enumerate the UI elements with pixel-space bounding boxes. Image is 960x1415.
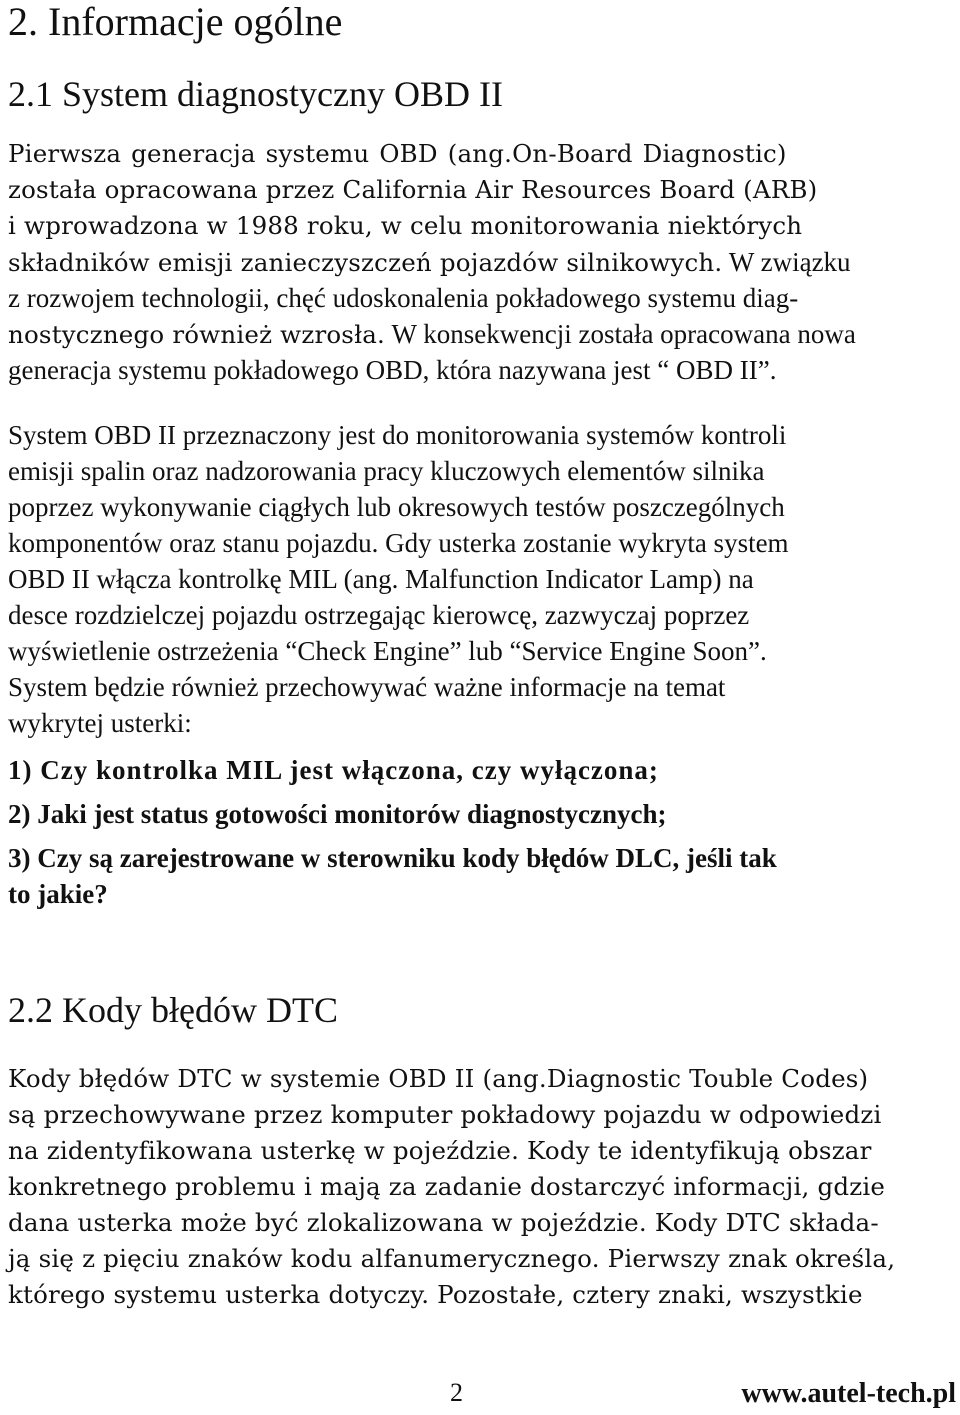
- paragraph-line: [8, 316, 856, 353]
- paragraph-line: poprzez wykonywanie ciągłych lub okresowych testów poszczególnych: [8, 492, 785, 522]
- paragraph-text: nostycznego również wzrosła.: [8, 320, 386, 349]
- section-heading-obd: 2.1 System diagnostyczny OBD II: [8, 74, 503, 114]
- paragraph-line: komponentów oraz stanu pojazdu. Gdy usterka zostanie wykryta system: [8, 528, 789, 558]
- paragraph-line: dana usterka może być zlokalizowana w pojeździe. Kody DTC składa-: [8, 1208, 879, 1237]
- paragraph-text: W związku: [728, 247, 851, 277]
- paragraph-line: [8, 244, 851, 281]
- paragraph-line: generacja systemu pokładowego OBD, która nazywana jest “ OBD II”.: [8, 355, 777, 385]
- paragraph-line: OBD II włącza kontrolkę MIL (ang. Malfunction Indicator Lamp) na: [8, 564, 754, 594]
- paragraph-text: W konsekwencji została opracowana nowa: [391, 319, 856, 349]
- paragraph-text: składników emisji zanieczyszczeń pojazdów silnikowych.: [8, 248, 723, 277]
- paragraph-line: System będzie również przechowywać ważne informacje na temat: [8, 672, 726, 702]
- paragraph-line: są przechowywane przez komputer pokładowy pojazdu w odpowiedzi: [8, 1100, 882, 1129]
- paragraph-line: z rozwojem technologii, chęć udoskonalenia pokładowego systemu diag-: [8, 283, 799, 313]
- paragraph-line: i wprowadzona w 1988 roku, w celu monitorowania niektórych: [8, 211, 803, 240]
- list-item: 3) Czy są zarejestrowane w sterowniku kody błędów DLC, jeśli tak: [8, 843, 777, 873]
- list-item: 2) Jaki jest status gotowości monitorów diagnostycznych;: [8, 799, 667, 829]
- paragraph-line: konkretnego problemu i mają za zadanie dostarczyć informacji, gdzie: [8, 1172, 886, 1201]
- footer-url: www.autel-tech.pl: [741, 1378, 956, 1409]
- page-number: 2: [450, 1378, 463, 1407]
- list-item: 1) Czy kontrolka MIL jest włączona, czy wyłączona;: [8, 755, 659, 785]
- list-item: to jakie?: [8, 879, 108, 909]
- paragraph-line: emisji spalin oraz nadzorowania pracy kluczowych elementów silnika: [8, 456, 765, 486]
- paragraph-line: którego systemu usterka dotyczy. Pozostałe, cztery znaki, wszystkie: [8, 1280, 863, 1309]
- paragraph-line: na zidentyfikowana usterkę w pojeździe. Kody te identyfikują obszar: [8, 1136, 872, 1165]
- section-heading-dtc: 2.2 Kody błędów DTC: [8, 990, 338, 1030]
- paragraph-line: wykrytej usterki:: [8, 708, 192, 738]
- paragraph-line: Kody błędów DTC w systemie OBD II (ang.Diagnostic Touble Codes): [8, 1064, 869, 1093]
- paragraph-line: wyświetlenie ostrzeżenia “Check Engine” lub “Service Engine Soon”.: [8, 636, 767, 666]
- paragraph-line: System OBD II przeznaczony jest do monitorowania systemów kontroli: [8, 420, 787, 450]
- paragraph-line: została opracowana przez California Air Resources Board (ARB): [8, 175, 818, 204]
- paragraph-line: desce rozdzielczej pojazdu ostrzegając kierowcę, zazwyczaj poprzez: [8, 600, 750, 630]
- paragraph-line: ją się z pięciu znaków kodu alfanumerycznego. Pierwszy znak określa,: [8, 1244, 896, 1273]
- chapter-heading: 2. Informacje ogólne: [8, 0, 343, 44]
- paragraph-line: Pierwsza generacja systemu OBD (ang.On-Board Diagnostic): [8, 139, 787, 168]
